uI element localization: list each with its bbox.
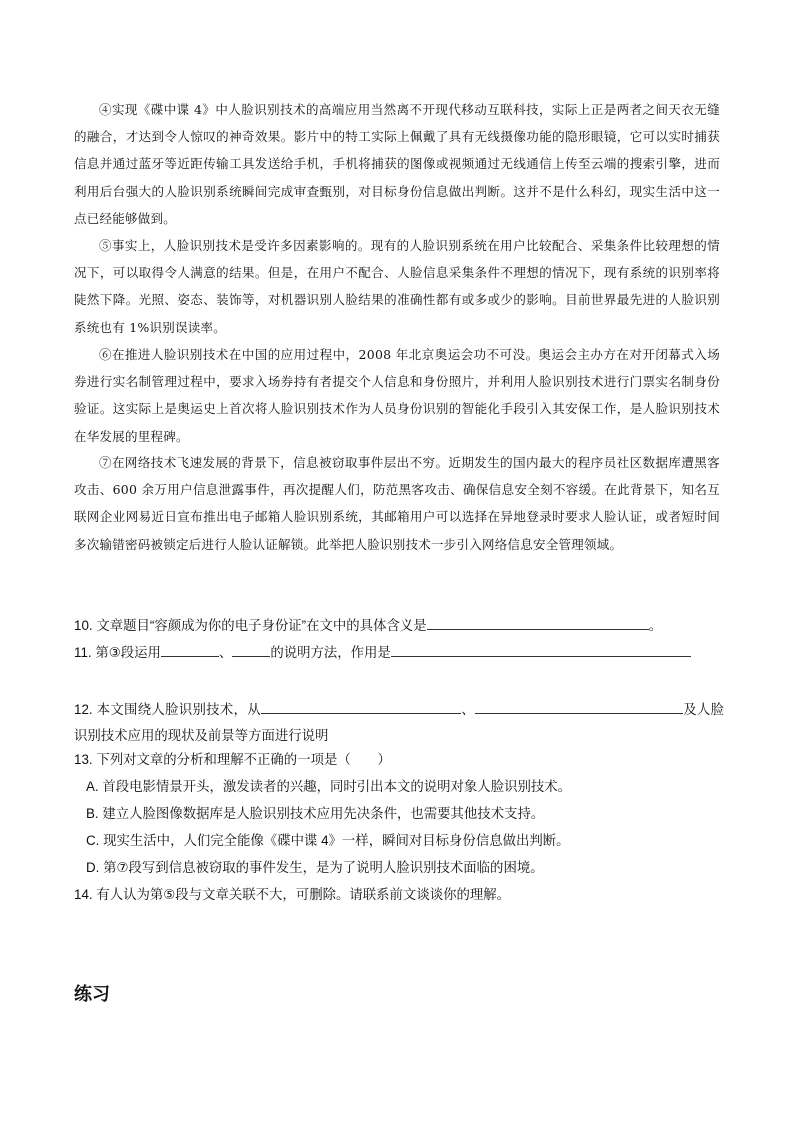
question-10: [74, 615, 724, 635]
option-b[interactable]: B. 建立人脸图像数据库是人脸识别技术应用先决条件，也需要其他技术支持。: [86, 806, 545, 821]
question-10-end: 。: [648, 618, 663, 633]
answer-blank-11c[interactable]: [391, 642, 691, 657]
question-11-text-2: 的说明方法，作用是: [270, 645, 391, 660]
question-10-text: 10. 文章题目“容颜成为你的电子身份证”在文中的具体含义是: [74, 618, 427, 633]
question-11-text: 11. 第③段运用: [74, 645, 161, 660]
passage-paragraph-5: ⑤事实上，人脸识别技术是受许多因素影响的。现有的人脸识别系统在用户比较配合、采集条件比较理想的情况下，可以取得令人满意的结果。但是，在用户不配合、人脸信息采集条件不理想的情况下，现有系统的识别率将陡然下降。光照、姿态、装饰等，对机器识别人脸结果的准确性都有或多或少的影响。目前世界最先进的人脸识别系统也有 1%识别误读率。: [74, 238, 720, 335]
question-12-text: 12. 本文围绕人脸识别技术，从: [74, 702, 261, 717]
question-11-separator: 、: [218, 645, 233, 660]
answer-blank-11a[interactable]: [161, 642, 219, 657]
question-11: [74, 642, 724, 662]
answer-blank-10[interactable]: [427, 615, 649, 630]
question-13: 13. 下列对文章的分析和理解不正确的一项是（ ）: [74, 752, 391, 767]
passage-paragraph-7: ⑦在网络技术飞速发展的背景下，信息被窃取事件层出不穷。近期发生的国内最大的程序员社区数据库遭黑客攻击、600 余万用户信息泄露事件，再次提醒人们，防范黑客攻击、确保信息安全刻不容缓。在此背景下，知名互联网企业网易近日宣布推出电子邮箱人脸识别系统，其邮箱用户可以选择在异地登录时要求人脸认证，或者短时间多次输错密码被锁定后进行人脸认证解锁。此举把人脸识别技术一步引入网络信息安全管理领域。: [74, 455, 720, 552]
passage-paragraph-6: ⑥在推进人脸识别技术在中国的应用过程中，2008 年北京奥运会功不可没。奥运会主办方在对开闭幕式入场券进行实名制管理过程中，要求入场券持有者提交个人信息和身份照片，并利用人脸识别技术进行门票实名制身份验证。这实际上是奥运史上首次将人脸识别技术作为人员身份识别的智能化手段引入其安保工作，是人脸识别技术在华发展的里程碑。: [74, 347, 720, 444]
passage-paragraph-4: ④实现《碟中谍 4》中人脸识别技术的高端应用当然离不开现代移动互联科技，实际上正是两者之间天衣无缝的融合，才达到令人惊叹的神奇效果。影片中的特工实际上佩戴了具有无线摄像功能的隐形眼镜，它可以实时捕获信息并通过蓝牙等近距传输工具发送给手机，手机将捕获的图像或视频通过无线通信上传至云端的搜索引擎，进而利用后台强大的人脸识别系统瞬间完成审查甄别，对目标身份信息做出判断。这并不是什么科幻，现实生活中这一点已经能够做到。: [74, 102, 720, 226]
answer-blank-11b[interactable]: [232, 642, 270, 657]
question-12-separator: 、: [460, 702, 475, 717]
question-12: [74, 697, 724, 749]
question-14: 14. 有人认为第⑤段与文章关联不大，可删除。请联系前文谈谈你的理解。: [74, 887, 511, 902]
option-c[interactable]: C. 现实生活中，人们完全能像《碟中谍 4》一样，瞬间对目标身份信息做出判断。: [86, 833, 570, 848]
answer-blank-12a[interactable]: [261, 699, 461, 714]
section-heading: 练习: [74, 984, 110, 1005]
question-12-text-2: 及人脸识别技术应用的现状及前景等方面进行说明: [74, 702, 725, 743]
option-d[interactable]: D. 第⑦段写到信息被窃取的事件发生，是为了说明人脸识别技术面临的困境。: [86, 860, 544, 875]
option-a[interactable]: A. 首段电影情景开头，激发读者的兴趣，同时引出本文的说明对象人脸识别技术。: [86, 779, 572, 794]
answer-blank-12b[interactable]: [475, 699, 683, 714]
